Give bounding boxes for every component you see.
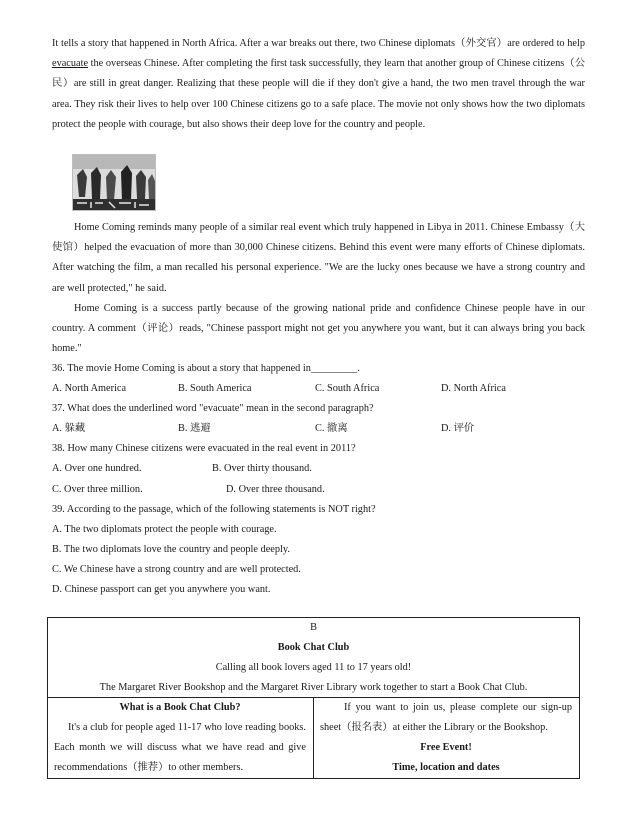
left-column-text: It's a club for people aged 11-17 who love reading books. Each month we will discuss what we have read and give recommendations（推荐）to other members. (54, 722, 306, 773)
option-c: C. Over three million. (52, 483, 143, 495)
club-subtitle: Calling all book lovers aged 11 to 17 years old! (215, 662, 412, 673)
option-b: B. South America (178, 383, 252, 395)
option-d: D. North Africa (441, 383, 506, 395)
option-b: B. Over thirty thousand. (212, 463, 312, 475)
question-39-option-d: D. Chinese passport can get you anywhere you want. (52, 584, 271, 596)
answer-blank: _________ (310, 363, 358, 374)
paragraph-3 (52, 299, 585, 360)
option-d: D. 评价 (441, 423, 475, 435)
left-column-heading: What is a Book Chat Club? (119, 702, 241, 713)
paragraph-2 (52, 218, 585, 299)
question-39-stem: 39. According to the passage, which of the following statements is NOT right? (52, 503, 376, 515)
section-letter: B (310, 622, 317, 633)
underlined-word-evacuate: evacuate (52, 58, 89, 70)
time-location-heading: Time, location and dates (392, 762, 500, 773)
option-d: D. Over three thousand. (226, 483, 325, 495)
option-c: C. South Africa (315, 383, 380, 395)
paragraph-1-rest: the overseas Chinese. After completing the first task successfully, they learn that another group of Chinese citizens（公民）are still in great danger. Realizing that these people will die if they don't give a hand, the two men travel through the war area. They risk their lives to help over 100 Chinese citizens go to a safe place. The movie not only shows how the two diplomats protect the people with courage, but also shows their deep love for the country and people. (52, 58, 585, 130)
option-c: C. 撤离 (315, 423, 348, 435)
question-38-stem: 38. How many Chinese citizens were evacuated in the real event in 2011? (52, 443, 356, 455)
right-column (320, 698, 572, 778)
free-event-label: Free Event! (420, 742, 472, 753)
option-a: A. Over one hundred. (52, 463, 142, 475)
questions-section (52, 359, 585, 600)
option-a: A. 躲藏 (52, 423, 86, 435)
question-39-option-b: B. The two diplomats love the country and people deeply. (52, 543, 290, 555)
right-column-text: If you want to join us, please complete our sign-up sheet（报名表）at either the Library or the Bookshop. (320, 702, 572, 733)
club-title: Book Chat Club (277, 642, 350, 653)
question-38-options-ab (52, 459, 585, 479)
left-column (54, 698, 306, 778)
question-36-options (52, 379, 585, 399)
question-39-option-a: A. The two diplomats protect the people with courage. (52, 523, 277, 535)
question-37-stem: 37. What does the underlined word "evacuate" mean in the second paragraph? (52, 403, 374, 415)
column-divider (313, 698, 314, 778)
club-intro: The Margaret River Bookshop and the Margaret River Library work together to start a Book Chat Club. (99, 682, 528, 693)
film-still-image (72, 154, 156, 211)
question-36-stem: 36. The movie Home Coming is about a story that happened in_________. (52, 363, 360, 374)
paragraph-1 (52, 34, 585, 135)
paragraph-2-text: Home Coming reminds many people of a similar real event which truly happened in Libya in 2011. Chinese Embassy（大使馆）helped the evacuation of more than 30,000 Chinese citizens. Behind this event were many efforts of Chinese diplomats. After watching the film, a man recalled his personal experience. "We are the lucky ones because we have a strong country and are well protected," he said. (52, 222, 585, 294)
option-b: B. 逃避 (178, 423, 211, 435)
question-38-options-cd (52, 480, 585, 500)
film-still-drawing (73, 155, 155, 210)
question-37-options (52, 419, 585, 439)
option-a: A. North America (52, 383, 127, 395)
paragraph-1-start: It tells a story that happened in North Africa. After a war breaks out there, two Chinese diplomats（外交官）are ordered to help (52, 38, 585, 49)
paragraph-3-text: Home Coming is a success partly because of the growing national pride and confidence Chinese people have in our country. A comment（评论）reads, "Chinese passport might not get you anywhere you want, but it can always bring you back home." (52, 303, 585, 355)
question-39-option-c: C. We Chinese have a strong country and are well protected. (52, 563, 301, 575)
section-b-box (47, 617, 580, 779)
